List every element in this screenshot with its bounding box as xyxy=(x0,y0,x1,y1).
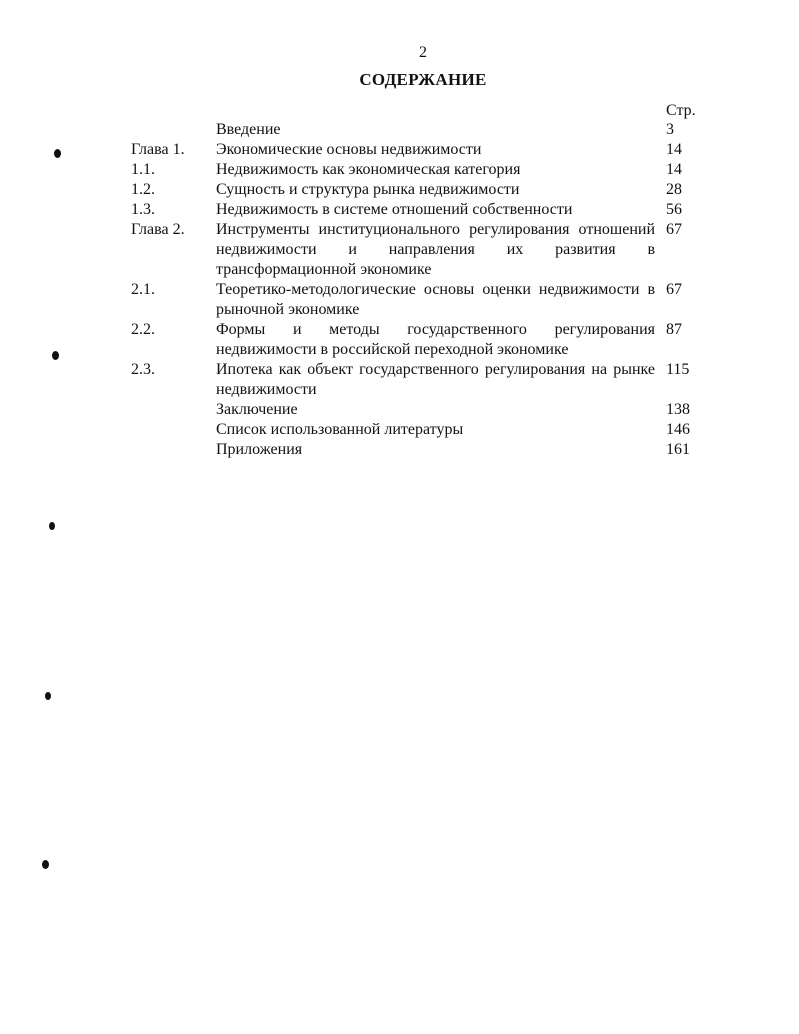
toc-entry-1-1 xyxy=(0,160,799,180)
toc-entry-title: Формы и методы государственного регулирования недвижимости в российской переходной экономике xyxy=(216,321,655,358)
toc-entry-2-2 xyxy=(0,320,799,360)
toc-entry-page: 67 xyxy=(666,281,682,298)
toc-entry-number: 1.1. xyxy=(131,161,155,178)
toc-entry-1-3 xyxy=(0,200,799,220)
toc-entry-intro xyxy=(0,120,799,140)
toc-entry-title: Недвижимость в системе отношений собственности xyxy=(216,201,573,218)
toc-entry-title: Теоретико-методологические основы оценки недвижимости в рыночной экономике xyxy=(216,281,655,318)
toc-entry-number: 1.2. xyxy=(131,181,155,198)
toc-entry-page: 28 xyxy=(666,181,682,198)
toc-entry-page: 87 xyxy=(666,321,682,338)
scan-speck xyxy=(42,860,49,869)
toc-entry-title: Заключение xyxy=(216,401,298,418)
toc-entry-page: 138 xyxy=(666,401,690,418)
toc-entry-title: Сущность и структура рынка недвижимости xyxy=(216,181,520,198)
table-of-contents xyxy=(0,120,799,460)
toc-entry-chapter-1 xyxy=(0,140,799,160)
toc-entry-page: 161 xyxy=(666,441,690,458)
toc-entry-page: 146 xyxy=(666,421,690,438)
toc-entry-number: Глава 1. xyxy=(131,141,185,158)
page-number: 2 xyxy=(419,44,427,61)
toc-entry-appendices xyxy=(0,440,799,460)
toc-entry-2-1 xyxy=(0,280,799,320)
toc-entry-page: 115 xyxy=(666,361,690,378)
toc-entry-number: 2.3. xyxy=(131,361,155,378)
scan-speck xyxy=(54,149,61,158)
toc-entry-title: Экономические основы недвижимости xyxy=(216,141,482,158)
toc-entry-1-2 xyxy=(0,180,799,200)
toc-entry-page: 56 xyxy=(666,201,682,218)
toc-entry-conclusion xyxy=(0,400,799,420)
toc-entry-title: Приложения xyxy=(216,441,303,458)
toc-entry-2-3 xyxy=(0,360,799,400)
toc-entry-page: 3 xyxy=(666,121,674,138)
pages-column-header: Стр. xyxy=(666,102,696,119)
toc-entry-references xyxy=(0,420,799,440)
scan-speck xyxy=(45,692,51,700)
toc-entry-number: 2.2. xyxy=(131,321,155,338)
scan-speck xyxy=(49,522,55,530)
toc-entry-title: Ипотека как объект государственного регулирования на рынке недвижимости xyxy=(216,361,655,398)
toc-entry-page: 14 xyxy=(666,161,682,178)
toc-entry-title: Список использованной литературы xyxy=(216,421,464,438)
toc-entry-title: Недвижимость как экономическая категория xyxy=(216,161,521,178)
toc-entry-page: 14 xyxy=(666,141,682,158)
toc-entry-number: Глава 2. xyxy=(131,221,185,238)
toc-entry-chapter-2 xyxy=(0,220,799,280)
toc-entry-title: Инструменты институционального регулирования отношений недвижимости и направления их развития в трансформационной экономике xyxy=(216,221,655,278)
toc-entry-title: Введение xyxy=(216,121,281,138)
scan-speck xyxy=(52,351,59,360)
toc-entry-page: 67 xyxy=(666,221,682,238)
toc-entry-number: 1.3. xyxy=(131,201,155,218)
page-title: СОДЕРЖАНИЕ xyxy=(359,70,487,89)
toc-entry-number: 2.1. xyxy=(131,281,155,298)
